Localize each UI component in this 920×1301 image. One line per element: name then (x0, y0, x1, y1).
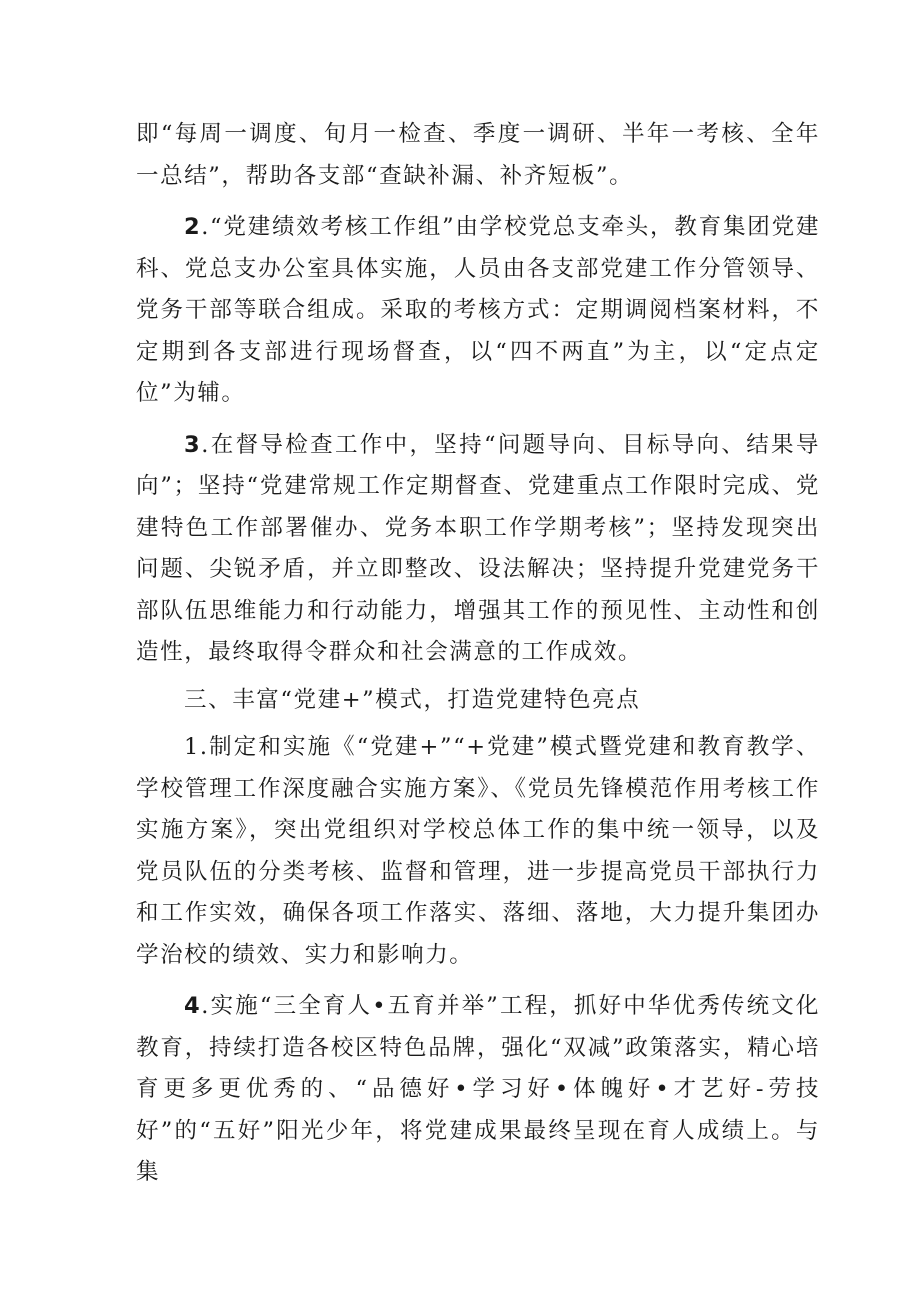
paragraph-2-number: 2 (184, 214, 202, 240)
paragraph-2 (136, 207, 820, 415)
paragraph-3-number: 3 (184, 431, 202, 458)
paragraph-3-text: .在督导检查工作中，坚持“问题导向、目标导向、结果导向”；坚持“党建常规工作定期督查、党建重点工作限时完成、党建特色工作部署催办、党务本职工作学期考核”；坚持发现突出问题、尖锐矛盾，并立即整改、设法解决；坚持提升党建党务干部队伍思维能力和行动能力，增强其工作的预见性、主动性和创造性，最终取得令群众和社会满意的工作成效。 (136, 431, 820, 665)
paragraph-5 (136, 986, 820, 1194)
paragraph-4: 1.制定和实施《“党建+”“+党建”模式暨党建和教育教学、学校管理工作深度融合实施方案》、《党员先锋模范作用考核工作实施方案》，突出党组织对学校总体工作的集中统一领导，以及党员队伍的分类考核、监督和管理，进一步提高党员干部执行力和工作实效，确保各项工作落实、落细、落地，大力提升集团办学治校的绩效、实力和影响力。 (136, 734, 820, 968)
paragraph-1: 即“每周一调度、旬月一检查、季度一调研、半年一考核、全年一总结”，帮助各支部“查缺补漏、补齐短板”。 (136, 121, 820, 189)
paragraph-5-text: .实施“三全育人•五育并举”工程，抓好中华优秀传统文化教育，持续打造各校区特色品牌，强化“双减”政策落实，精心培育更多更优秀的、“品德好•学习好•体魄好•才艺好-劳技好”的“五好”阳光少年，将党建成果最终呈现在育人成绩上。与集 (136, 993, 820, 1185)
paragraph-3 (136, 425, 820, 674)
paragraph-2-text: .“党建绩效考核工作组”由学校党总支牵头，教育集团党建科、党总支办公室具体实施，人员由各支部党建工作分管领导、党务干部等联合组成。采取的考核方式：定期调阅档案材料，不定期到各支部进行现场督查，以“四不两直”为主，以“定点定位”为辅。 (136, 214, 820, 406)
section-heading: 三、丰富“党建+”模式，打造党建特色亮点 (184, 686, 641, 713)
paragraph-5-number: 4 (184, 993, 202, 1019)
